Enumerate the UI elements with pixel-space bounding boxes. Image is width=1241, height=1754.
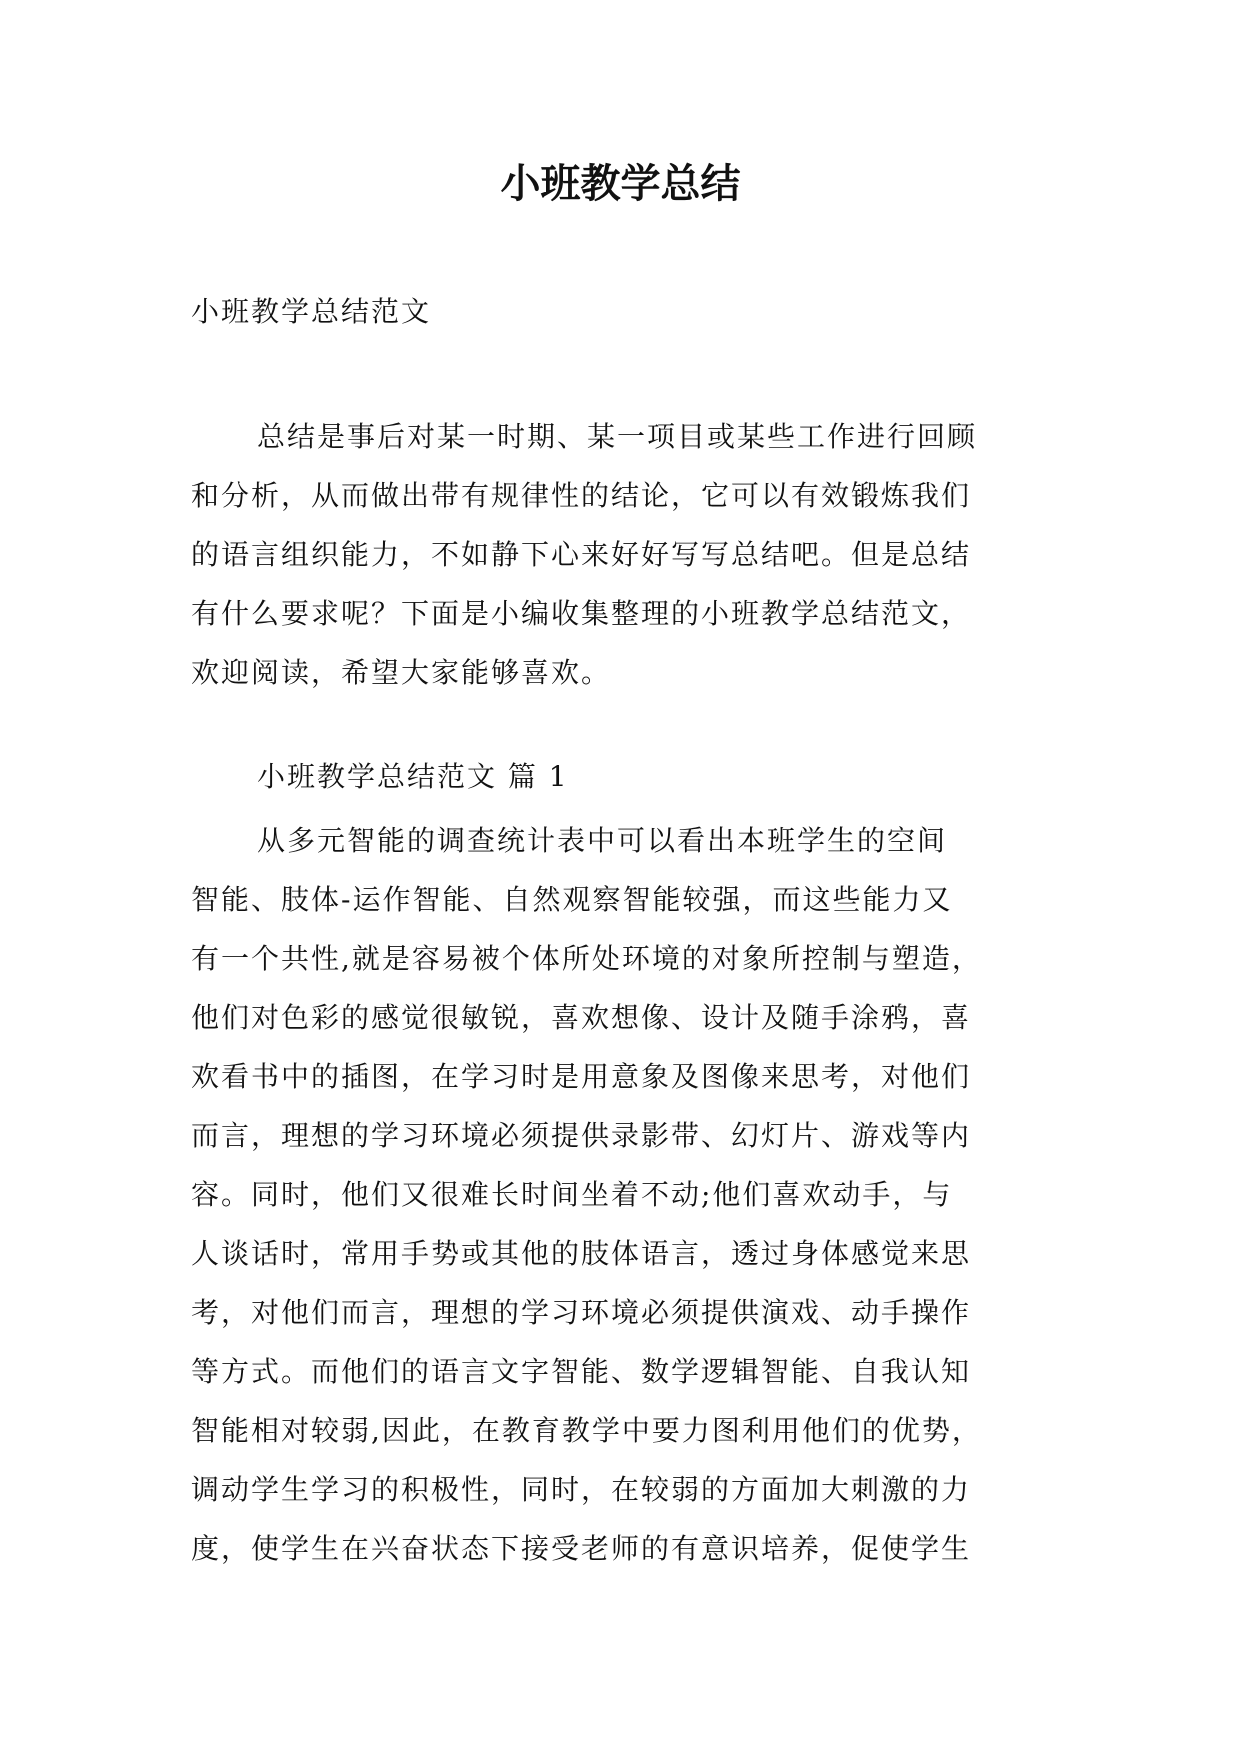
intro-line: 总结是事后对某一时期、某一项目或某些工作进行回顾 bbox=[257, 420, 978, 453]
body-line: 智能相对较弱,因此，在教育教学中要力图利用他们的优势， bbox=[191, 1414, 982, 1447]
body-line: 等方式。而他们的语言文字智能、数学逻辑智能、自我认知 bbox=[191, 1355, 972, 1388]
document-title: 小班教学总结 bbox=[500, 160, 741, 207]
body-line: 人谈话时，常用手势或其他的肢体语言，透过身体感觉来思 bbox=[191, 1237, 972, 1270]
body-line: 而言，理想的学习环境必须提供录影带、幻灯片、游戏等内 bbox=[191, 1119, 972, 1152]
intro-paragraph bbox=[191, 407, 1061, 702]
document-subtitle: 小班教学总结范文 bbox=[191, 295, 432, 328]
body-line: 容。同时，他们又很难长时间坐着不动;他们喜欢动手，与 bbox=[191, 1178, 953, 1211]
intro-line: 和分析，从而做出带有规律性的结论，它可以有效锻炼我们 bbox=[191, 479, 972, 512]
body-line: 智能、肢体-运作智能、自然观察智能较强，而这些能力又 bbox=[191, 883, 953, 916]
body-line: 有一个共性,就是容易被个体所处环境的对象所控制与塑造， bbox=[191, 942, 982, 975]
section-heading: 小班教学总结范文 篇 1 bbox=[257, 760, 569, 793]
body-paragraph bbox=[191, 811, 1061, 1578]
body-line: 欢看书中的插图，在学习时是用意象及图像来思考，对他们 bbox=[191, 1060, 972, 1093]
body-line: 从多元智能的调查统计表中可以看出本班学生的空间 bbox=[257, 824, 948, 857]
intro-line: 有什么要求呢？下面是小编收集整理的小班教学总结范文， bbox=[191, 597, 972, 630]
body-line: 调动学生学习的积极性，同时，在较弱的方面加大刺激的力 bbox=[191, 1473, 972, 1506]
intro-line: 的语言组织能力，不如静下心来好好写写总结吧。但是总结 bbox=[191, 538, 972, 571]
body-line: 他们对色彩的感觉很敏锐，喜欢想像、设计及随手涂鸦，喜 bbox=[191, 1001, 972, 1034]
body-line: 考，对他们而言，理想的学习环境必须提供演戏、动手操作 bbox=[191, 1296, 972, 1329]
body-line: 度，使学生在兴奋状态下接受老师的有意识培养，促使学生 bbox=[191, 1532, 972, 1565]
intro-line: 欢迎阅读，希望大家能够喜欢。 bbox=[191, 656, 612, 689]
